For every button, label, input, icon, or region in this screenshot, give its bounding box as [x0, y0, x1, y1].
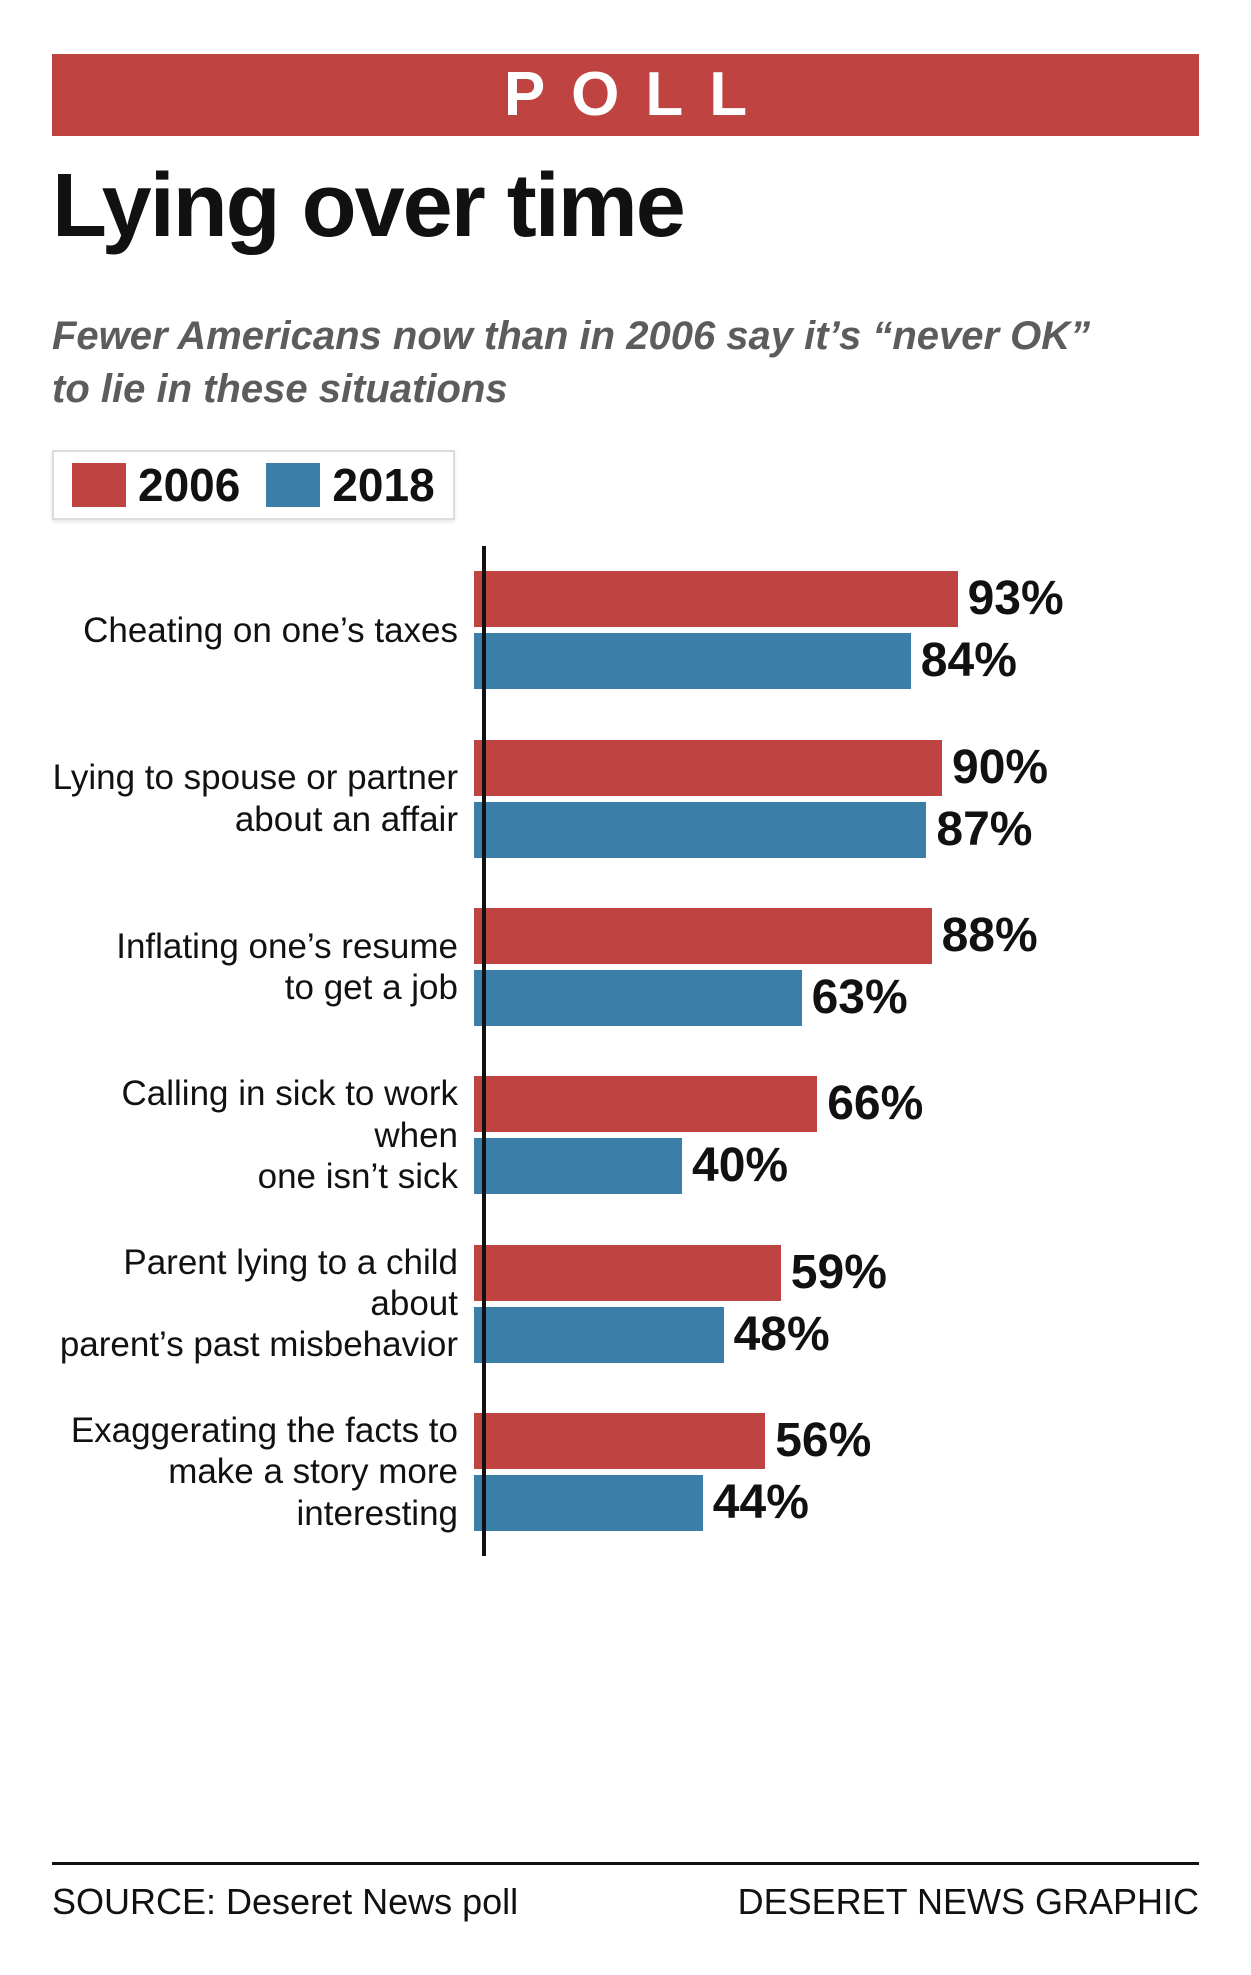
bar-value-2006: 90% — [952, 740, 1049, 794]
category-label — [52, 1073, 470, 1197]
bar-2018 — [474, 1475, 703, 1531]
bar-value-2018: 44% — [712, 1475, 809, 1529]
bar-row-2018 — [474, 1138, 1199, 1194]
bar-row-2018 — [474, 1475, 1199, 1531]
legend-item-2018 — [266, 459, 435, 512]
page-title: Lying over time — [52, 156, 684, 256]
bar-2006 — [474, 571, 958, 627]
bar-2006 — [474, 908, 932, 964]
legend-swatch-2018 — [266, 463, 320, 507]
legend-label-2006: 2006 — [138, 459, 241, 512]
chart-group — [52, 883, 1199, 1051]
poll-banner-label: POLL — [503, 60, 774, 129]
chart-axis-line — [482, 546, 486, 1556]
bar-value-2006: 56% — [775, 1413, 872, 1467]
bar-value-2018: 84% — [920, 634, 1017, 688]
bar-row-2018 — [474, 970, 1199, 1026]
bar-pair — [470, 1219, 1199, 1387]
category-label-line: parent’s past misbehavior — [59, 1325, 458, 1365]
bar-row-2006 — [474, 571, 1199, 627]
bar-row-2006 — [474, 1076, 1199, 1132]
category-label-line: Lying to spouse or partner — [52, 758, 458, 798]
category-label-line: Exaggerating the facts to — [70, 1410, 458, 1450]
bar-value-2006: 66% — [827, 1077, 924, 1131]
bar-2018 — [474, 970, 802, 1026]
bar-2006 — [474, 1076, 817, 1132]
bar-row-2018 — [474, 1307, 1199, 1363]
category-label-line: one isn’t sick — [257, 1156, 458, 1196]
footer — [52, 1862, 1199, 1923]
bar-row-2006 — [474, 1245, 1199, 1301]
chart-legend — [52, 450, 455, 520]
chart-group — [52, 546, 1199, 714]
bar-row-2006 — [474, 740, 1199, 796]
bar-pair — [470, 1051, 1199, 1219]
chart-group — [52, 1051, 1199, 1219]
bar-row-2006 — [474, 1413, 1199, 1469]
bar-row-2006 — [474, 908, 1199, 964]
category-label — [52, 610, 470, 651]
bar-pair — [470, 546, 1199, 714]
category-label — [52, 1410, 470, 1534]
poll-banner — [52, 54, 1199, 136]
category-label-line: Calling in sick to work when — [121, 1074, 458, 1155]
legend-swatch-2006 — [72, 463, 126, 507]
category-label-line: about an affair — [234, 799, 458, 839]
category-label-line: make a story more interesting — [168, 1452, 458, 1533]
bar-value-2018: 48% — [733, 1307, 830, 1361]
category-label — [52, 1242, 470, 1366]
bar-pair — [470, 1388, 1199, 1556]
bar-2006 — [474, 1245, 781, 1301]
chart-group — [52, 714, 1199, 882]
page-subtitle: Fewer Americans now than in 2006 say it’s “never OK” to lie in these situations — [52, 314, 1091, 412]
category-label-line: to get a job — [284, 967, 458, 1007]
chart-group — [52, 1388, 1199, 1556]
bar-pair — [470, 714, 1199, 882]
bar-2018 — [474, 1307, 724, 1363]
bar-value-2018: 87% — [936, 802, 1033, 856]
bar-value-2006: 88% — [941, 908, 1038, 962]
category-label — [52, 926, 470, 1009]
bar-value-2018: 63% — [811, 970, 908, 1024]
category-label-line: Cheating on one’s taxes — [83, 610, 458, 650]
footer-source: SOURCE: Deseret News poll — [52, 1881, 519, 1922]
bar-2006 — [474, 740, 942, 796]
bar-value-2006: 59% — [790, 1245, 887, 1299]
bar-2018 — [474, 1138, 682, 1194]
bar-2018 — [474, 802, 926, 858]
category-label-line: Inflating one’s resume — [116, 926, 458, 966]
category-label — [52, 757, 470, 840]
category-label-line: Parent lying to a child about — [123, 1242, 458, 1323]
bar-2006 — [474, 1413, 765, 1469]
bar-value-2006: 93% — [967, 572, 1064, 626]
footer-credit: DESERET NEWS GRAPHIC — [737, 1881, 1199, 1922]
bar-row-2018 — [474, 633, 1199, 689]
legend-item-2006 — [72, 459, 241, 512]
legend-label-2018: 2018 — [332, 459, 435, 512]
bar-row-2018 — [474, 802, 1199, 858]
bar-chart — [52, 546, 1199, 1556]
chart-group — [52, 1219, 1199, 1387]
bar-2018 — [474, 633, 911, 689]
bar-value-2018: 40% — [692, 1139, 789, 1193]
bar-pair — [470, 883, 1199, 1051]
